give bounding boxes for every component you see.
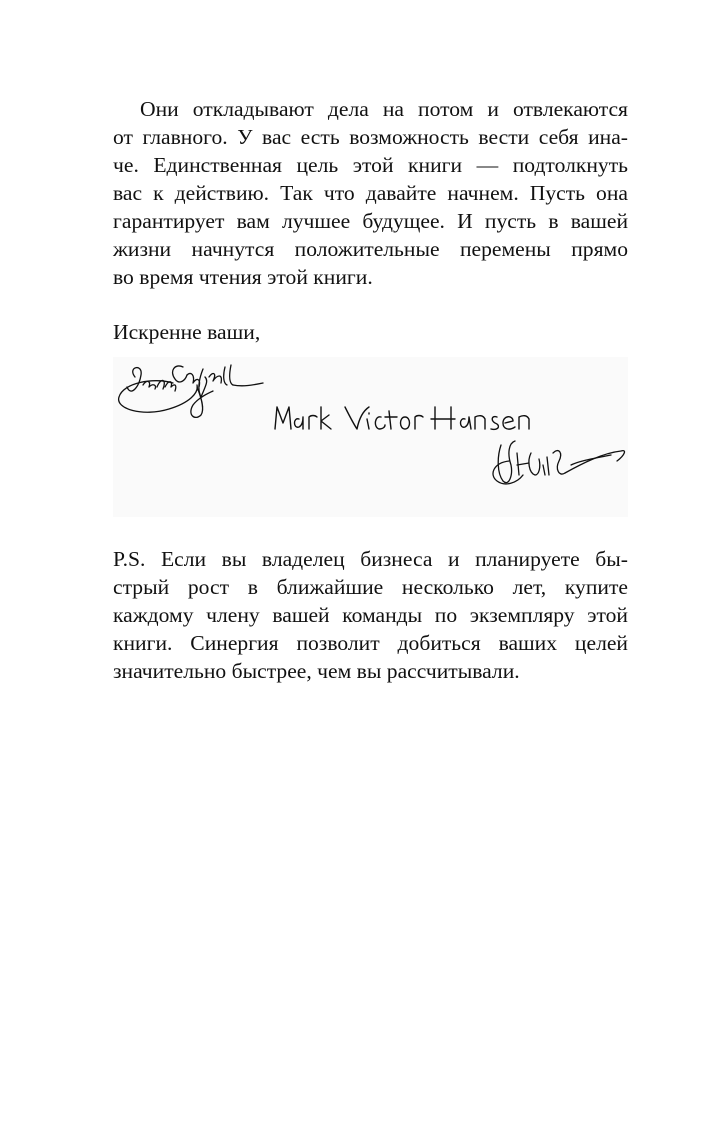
text-line: от главного. У вас есть возможность вести себя ина- <box>113 125 628 149</box>
text-line: вас к действию. Так что давайте начнем. Пусть она <box>113 181 628 205</box>
postscript-paragraph <box>113 545 628 685</box>
signatures-image <box>113 357 628 517</box>
closing-text: Искренне ваши, <box>113 320 261 344</box>
text-line: че. Единственная цель этой книги — подтолкнуть <box>113 153 628 177</box>
text-line: гарантирует вам лучшее будущее. И пусть в вашей <box>113 209 628 233</box>
signature-mark-victor-hansen <box>275 407 529 429</box>
closing-salutation <box>113 318 628 346</box>
signature-les-hewitt <box>493 441 624 484</box>
text-line: жизни начнутся положительные перемены прямо <box>113 237 628 261</box>
text-line: P.S. Если вы владелец бизнеса и планируете бы- <box>113 547 628 571</box>
signature-jack-canfield <box>119 365 263 417</box>
text-line: Они откладывают дела на потом и отвлекаются <box>140 97 628 121</box>
text-line: значительно быстрее, чем вы рассчитывали. <box>113 659 520 683</box>
letter-body-paragraph <box>113 95 628 291</box>
book-page <box>113 95 628 685</box>
text-line: во время чтения этой книги. <box>113 265 373 289</box>
text-line: каждому члену вашей команды по экземпляру этой <box>113 603 628 627</box>
text-line: стрый рост в ближайшие несколько лет, купите <box>113 575 628 599</box>
text-line: книги. Синергия позволит добиться ваших целей <box>113 631 628 655</box>
